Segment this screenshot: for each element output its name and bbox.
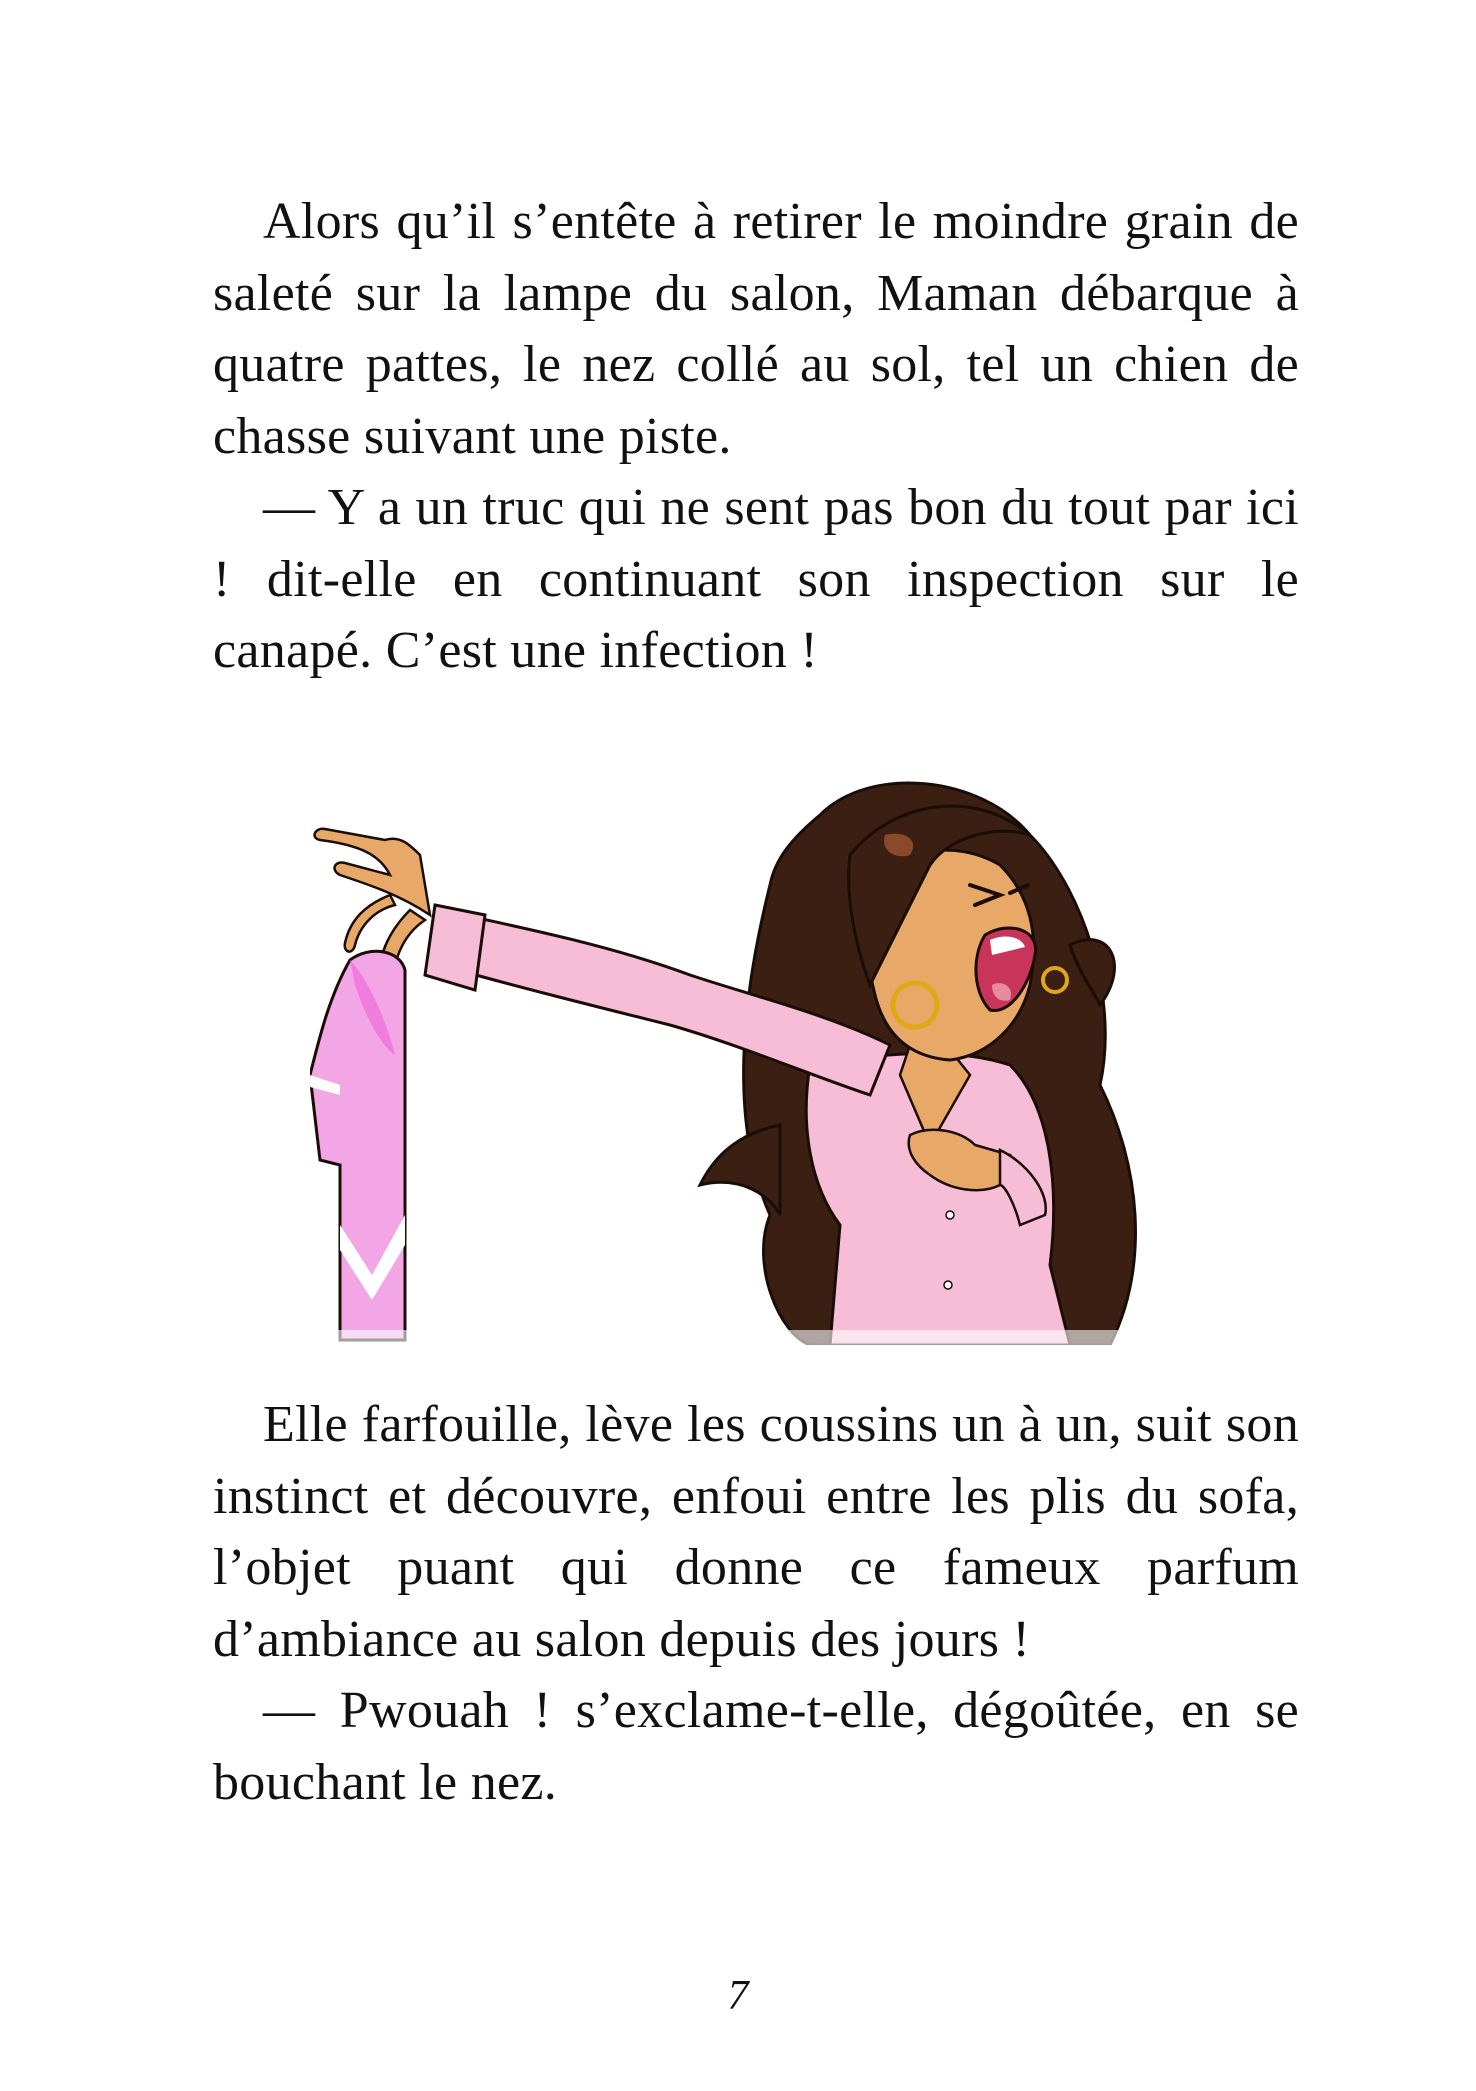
paragraph: Alors qu’il s’entête à retirer le moindre grain de saleté sur la lampe du salon, Maman débarque à quatre pattes, le nez collé au sol, tel un chien de chasse suivant une piste. [213,193,1299,465]
paragraph: Elle farfouille, lève les coussins un à un, suit son instinct et découvre, enfoui entre les plis du sofa, l’objet puant qui donne ce fameux parfum d’ambiance au salon depuis des jours ! [213,1396,1299,1668]
illustration-disgusted-mother [310,745,1190,1345]
dialogue-paragraph: — Pwouah ! s’exclame-t-elle, dégoûtée, en se bouchant le nez. [213,1682,1299,1811]
dialogue-paragraph: — Y a un truc qui ne sent pas bon du tout par ici ! dit-elle en continuant son inspection sur le canapé. C’est une infection ! [213,479,1299,679]
text-block-top [213,186,1299,687]
text-block-bottom [213,1389,1299,1818]
page-number: 7 [727,1973,749,2019]
